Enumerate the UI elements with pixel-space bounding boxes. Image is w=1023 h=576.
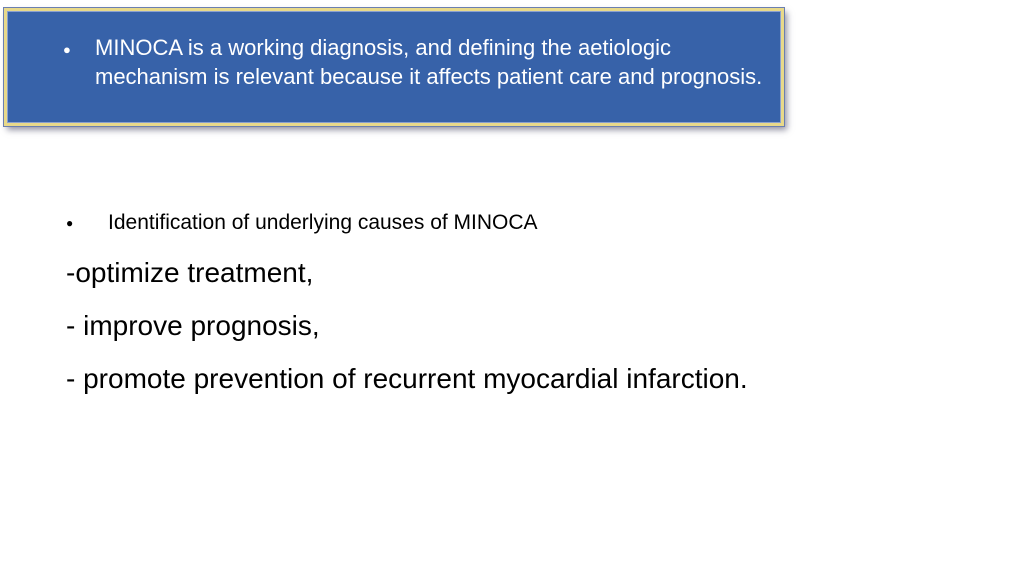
- text-line-promote-prevention: - promote prevention of recurrent myocardial infarction.: [66, 363, 748, 394]
- text-line-improve-prognosis: - improve prognosis,: [66, 310, 320, 341]
- callout-bullet: ●: [63, 42, 71, 57]
- bullet-dot: ●: [66, 216, 74, 230]
- callout-box: [4, 8, 784, 126]
- callout-text: MINOCA is a working diagnosis, and defining the aetiologic mechanism is relevant because it affects patient care and prognosis.: [95, 35, 763, 89]
- text-line-optimize-treatment: -optimize treatment,: [66, 257, 314, 288]
- bullet-item: [66, 208, 538, 238]
- bullet-item-text: Identification of underlying causes of MINOCA: [108, 211, 538, 234]
